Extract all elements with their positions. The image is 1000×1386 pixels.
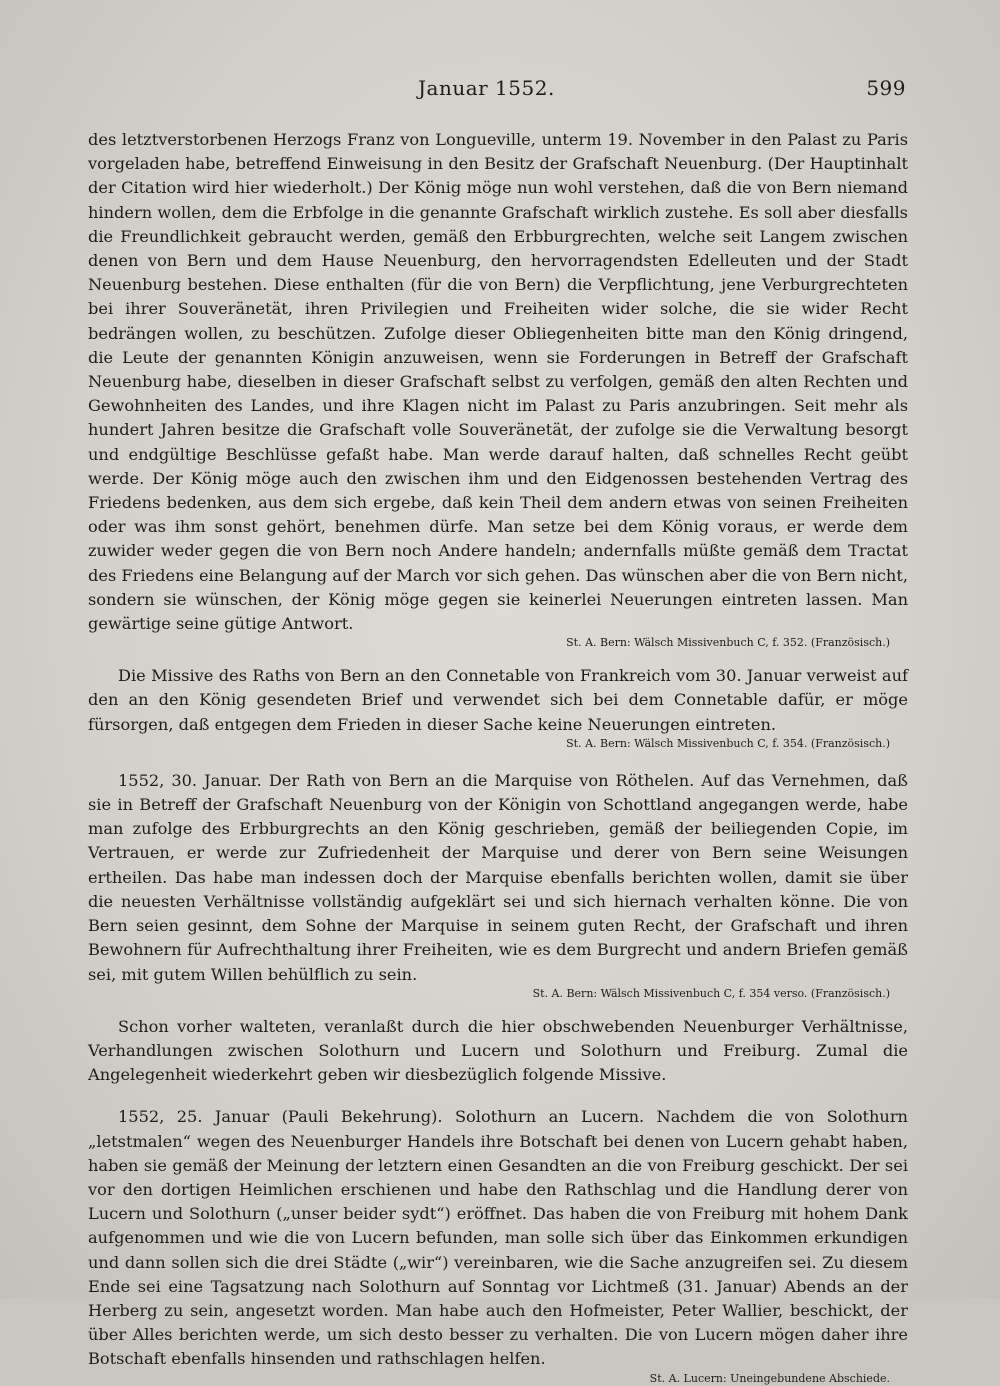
source-citation: St. A. Bern: Wälsch Missivenbuch C, f. 354. (Französisch.) — [566, 736, 890, 750]
source-citation: St. A. Lucern: Uneingebundene Abschiede. — [649, 1371, 890, 1385]
paragraph-introduction: Schon vorher walteten, veranlaßt durch die hier obschwebenden Neuenburger Verhältnisse, Verhandlungen zwischen Solothurn und Lucern und Solothurn und Freiburg. Zumal die Angelegenheit wiederkehrt geben wir diesbezüglich folgende Missive. — [88, 1016, 908, 1085]
paragraph-solothurn-lucern: 1552, 25. Januar (Pauli Bekehrung). Solothurn an Lucern. Nachdem die von Solothurn „letstmalen“ wegen des Neuenburger Handels ihre Botschaft bei denen von Lucern gehabt haben, haben sie gemäß der Meinung der letztern einen Gesandten an die von Freiburg geschickt. Der sei vor den dortigen Heimlichen erschienen und habe den Rathschlag und die Handlung derer von Lucern und Solothurn („unser beider sydt“) eröffnet. Das haben die von Freiburg mit hohem Dank aufgenommen und wie die von Lucern befunden, man solle sich über das Einkommen erkundigen und dann sollen sich die drei Städte („wir“) vereinbaren, wie die Sache anzugreifen sei. Zu diesem Ende sei eine Tagsatzung nach Solothurn auf Sonntag vor Lichtmeß (31. Januar) Abends an der Herberg zu sein, angesetzt worden. Man habe auch den Hofmeister, Peter Wallier, beschickt, der über Alles berichten werde, um sich desto besser zu verhalten. Die von Lucern mögen daher ihre Botschaft ebenfalls hinsenden und rathschlagen helfen. — [88, 1107, 908, 1369]
page-number: 599 — [866, 76, 906, 100]
paragraph-connetable-missive: Die Missive des Raths von Bern an den Connetable von Frankreich vom 30. Januar verweist auf den an den König gesendeten Brief und verwendet sich bei dem Connetable dafür, er möge fürsorgen, daß entgegen dem Frieden in dieser Sache keine Neuerungen eintreten. — [88, 666, 908, 734]
page-body — [88, 128, 908, 1386]
source-citation: St. A. Bern: Wälsch Missivenbuch C, f. 352. (Französisch.) — [566, 636, 890, 650]
running-title: Januar 1552. — [418, 76, 555, 100]
source-citation: St. A. Bern: Wälsch Missivenbuch C, f. 354 verso. (Französisch.) — [532, 986, 890, 1000]
paragraph-continuation: des letztverstorbenen Herzogs Franz von Longueville, unterm 19. November in den Palast zu Paris vorgeladen habe, betreffend Einweisung in den Besitz der Grafschaft Neuenburg. (Der Hauptinhalt der Citation wird hier wiederholt.) Der König möge nun wohl verstehen, daß die von Bern niemand hindern wollen, dem die Erbfolge in die genannte Grafschaft wirklich zustehe. Es soll aber diesfalls die Freundlichkeit gebraucht werden, gemäß den Erbburgrechten, welche seit Langem zwischen denen von Bern und dem Hause Neuenburg, den hervorragendsten Edelleuten und der Stadt Neuenburg bestehen. Diese enthalten (für die von Bern) die Verpflichtung, jene Verburgrechteten bei ihrer Souveränetät, ihren Privilegien und Freiheiten wider solche, die sie wider Recht bedrängen wollen, zu beschützen. Zufolge dieser Obliegenheiten bitte man den König dringend, die Leute der genannten Königin anzuweisen, wenn sie Forderungen in Betreff der Grafschaft Neuenburg habe, dieselben in dieser Grafschaft selbst zu verfolgen, gemäß den alten Rechten und Gewohnheiten des Landes, und ihre Klagen nicht im Palast zu Paris anzubringen. Seit mehr als hundert Jahren besitze die Grafschaft volle Souveränetät, der zufolge sie die Verwaltung besorgt und endgültige Beschlüsse gefaßt habe. Man werde darauf halten, daß schnelles Recht geübt werde. Der König möge auch den zwischen ihm und den Eidgenossen bestehenden Vertrag des Friedens bedenken, aus dem sich ergebe, daß kein Theil dem andern etwas von seinen Freiheiten oder was ihm sonst gehört, benehmen dürfe. Man setze bei dem König voraus, er werde dem zuwider weder gegen die von Bern noch Andere handeln; andernfalls müßte gemäß dem Tractat des Friedens eine Belangung auf der March vor sich gehen. Das wünschen aber die von Bern nicht, sondern sie wünschen, der König möge gegen sie keinerlei Neuerungen eintreten lassen. Man gewärtige seine gütige Antwort. — [88, 130, 908, 634]
paragraph-marquise-letter: 1552, 30. Januar. Der Rath von Bern an die Marquise von Röthelen. Auf das Vernehmen, daß sie in Betreff der Grafschaft Neuenburg von der Königin von Schottland angegangen werde, habe man zufolge des Erbburgrechts an den König geschrieben, gemäß der beiliegenden Copie, im Vertrauen, er werde zur Zufriedenheit der Marquise und derer von Bern seine Weisungen ertheilen. Das habe man indessen doch der Marquise ebenfalls berichten wollen, damit sie über die neuesten Verhältnisse vollständig aufgeklärt sei und sich hiernach verhalten könne. Die von Bern seien gesinnt, dem Sohne der Marquise in seinem guten Recht, der Grafschaft und ihren Bewohnern für Aufrechthaltung ihrer Freiheiten, wie es dem Burgrecht und andern Briefen gemäß sei, mit gutem Willen behülflich zu sein. — [88, 770, 908, 984]
page-header — [0, 74, 1000, 104]
